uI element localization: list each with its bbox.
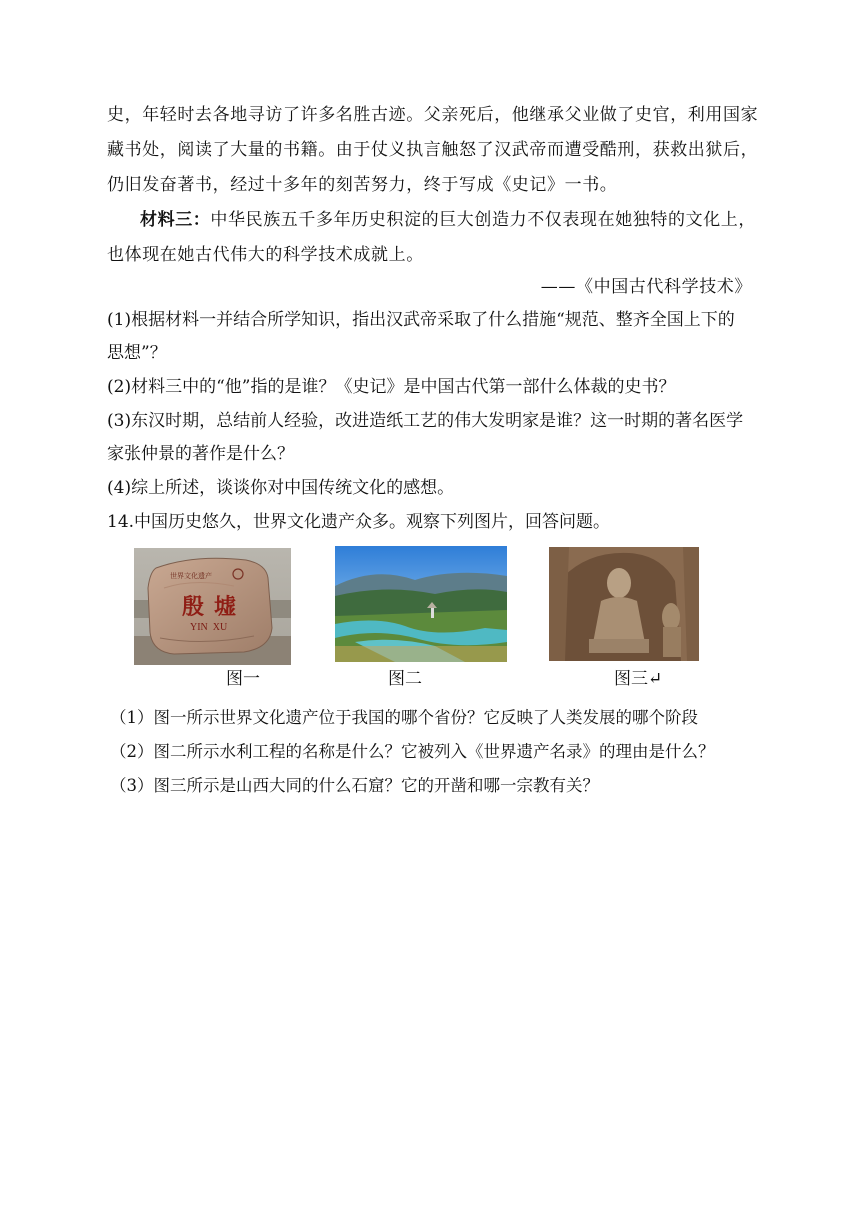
- material2-line-3: 仍旧发奋著书，经过十多年的刻苦努力，终于写成《史记》一书。: [107, 175, 618, 195]
- q14-item-2: （2）图二所示水利工程的名称是什么？它被列入《世界遗产名录》的理由是什么？: [110, 742, 715, 761]
- material3-source: ——《中国古代科学技术》: [540, 277, 752, 297]
- q14-item-3: （3）图三所示是山西大同的什么石窟？它的开凿和哪一宗教有关？: [110, 776, 599, 795]
- q13-item-4: (4)综上所述，谈谈你对中国传统文化的感想。: [107, 478, 455, 498]
- q14-title: 14.中国历史悠久，世界文化遗产众多。观察下列图片，回答问题。: [107, 512, 611, 532]
- caption-figure-2: 图二: [388, 669, 422, 689]
- caption-figure-3: 图三↵: [614, 669, 663, 689]
- material2-line-1: 史，年轻时去各地寻访了许多名胜古迹。父亲死后，他继承父业做了史官，利用国家: [107, 105, 759, 125]
- yinxu-photo: [134, 548, 291, 665]
- q13-item-3: (3)东汉时期，总结前人经验，改进造纸工艺的伟大发明家是谁？这一时期的著名医学: [107, 411, 744, 431]
- q13-item-2: (2)材料三中的“他”指的是谁？《史记》是中国古代第一部什么体裁的史书？: [107, 377, 676, 397]
- material3-line-2: 也体现在她古代伟大的科学技术成就上。: [107, 245, 424, 265]
- material3-paragraph: [140, 208, 756, 232]
- q13-item-3-cont: 家张仲景的著作是什么？: [107, 444, 294, 464]
- q13-item-1: (1)根据材料一并结合所学知识，指出汉武帝采取了什么措施“规范、整齐全国上下的: [107, 310, 735, 330]
- material3-label: 材料三：: [140, 210, 211, 230]
- stone-heritage-text: 世界文化遗产: [170, 572, 212, 580]
- q14-item-1: （1）图一所示世界文化遗产位于我国的哪个省份？它反映了人类发展的哪个阶段: [110, 708, 698, 727]
- dujiangyan-photo: [335, 546, 507, 662]
- material3-line-1: 中华民族五千多年历史积淀的巨大创造力不仅表现在她独特的文化上，: [210, 210, 757, 230]
- material2-line-2: 藏书处，阅读了大量的书籍。由于仗义执言触怒了汉武帝而遭受酷刑，获救出狱后，: [107, 140, 759, 160]
- q13-item-1-cont: 思想”？: [107, 343, 167, 363]
- stone-yinxu-chars: 殷墟: [182, 594, 247, 620]
- caption-figure-1: 图一: [226, 669, 260, 689]
- stone-pinyin: YIN XU: [190, 622, 228, 633]
- yungang-photo: [549, 547, 699, 661]
